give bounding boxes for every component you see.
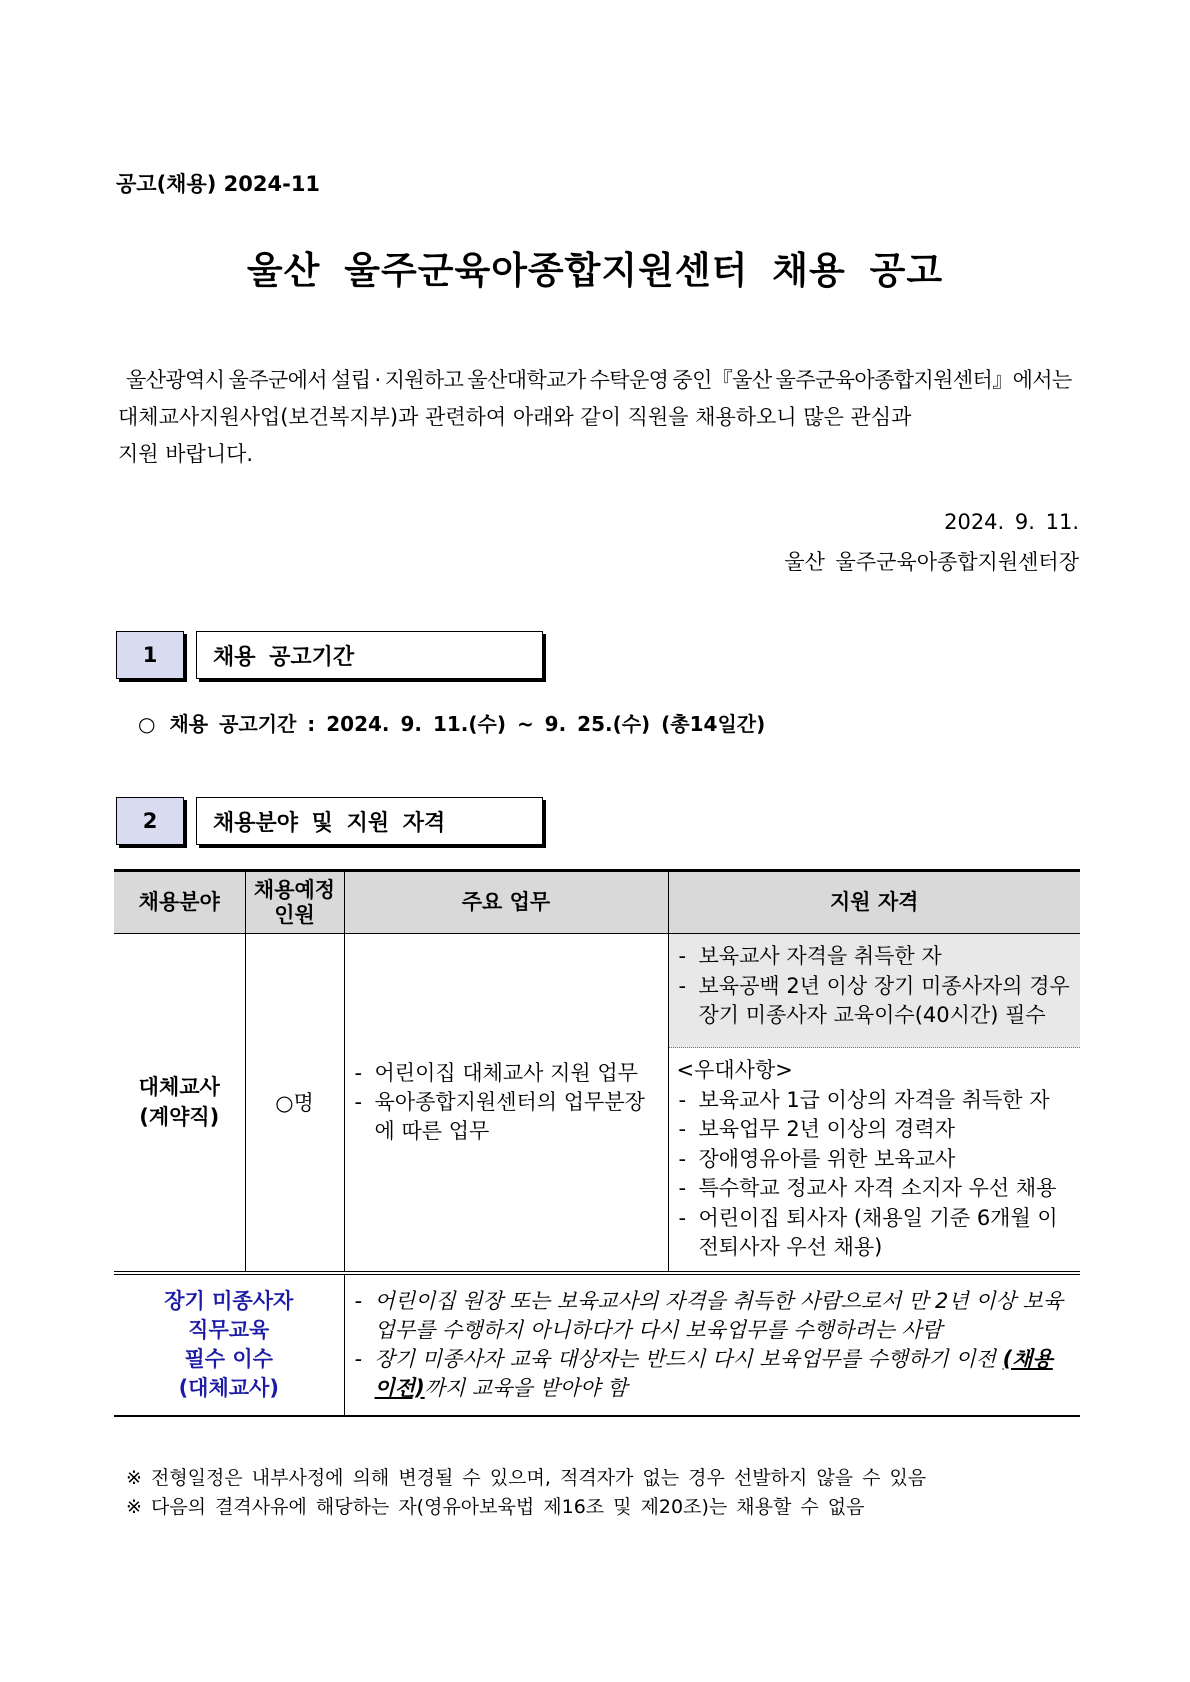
note-item2-text: 장기 미종사자 교육 대상자는 반드시 다시 보육업무를 수행하기 이전: [374, 1346, 1003, 1371]
header-field: 채용분야: [114, 871, 245, 934]
note-body: [344, 1273, 1080, 1416]
note-label-line4: (대체교사): [178, 1375, 279, 1400]
note-label: [114, 1273, 344, 1416]
field-line2: (계약직): [139, 1105, 220, 1130]
list-item: - 보육공백 2년 이상 장기 미종사자의 경우 장기 미종사자 교육이수(40시간) 필수: [677, 972, 1075, 1031]
field-line1: 대체교사: [138, 1075, 220, 1100]
list-item: - 장애영유아를 위한 보육교사: [677, 1145, 1075, 1175]
table-row: [114, 934, 1080, 1048]
intro-line-1: 울산광역시 울주군에서 설립 · 지원하고 울산대학교가 수탁운영 중인『울산 울주군육아종합지원센터』에서는: [126, 368, 1072, 392]
header-count-line1: 채용예정: [253, 877, 336, 902]
note-list: [353, 1287, 1073, 1403]
qual-required-cell: [668, 934, 1080, 1048]
list-item: - 어린이집 퇴사자 (채용일 기준 6개월 이전퇴사자 우선 채용): [677, 1204, 1075, 1263]
count-cell: ○명: [245, 934, 344, 1273]
section-1-number: 1: [116, 631, 184, 679]
duties-list: [353, 1059, 660, 1146]
duties-cell: [344, 934, 668, 1273]
pref-heading: <우대사항>: [676, 1058, 793, 1082]
header-count: [245, 871, 344, 934]
note-item2-emphasis: (채용 이전): [374, 1346, 1053, 1400]
note-label-line2: 직무교육: [188, 1317, 270, 1342]
section-2-title: 채용분야 및 지원 자격: [196, 797, 543, 845]
notice-id: 공고(채용) 2024-11: [116, 172, 321, 196]
intro-line-3: 지원 바랍니다.: [118, 442, 254, 466]
list-item: - 보육교사 1급 이상의 자격을 취득한 자: [677, 1086, 1075, 1116]
list-item: - 보육업무 2년 이상의 경력자: [677, 1115, 1075, 1145]
note-row: [114, 1273, 1080, 1416]
note-label-line3: 필수 이수: [184, 1346, 273, 1371]
period-line: [138, 708, 765, 737]
notice-date: 2024. 9. 11.: [944, 510, 1079, 534]
intro-paragraph: [118, 362, 1078, 473]
qual-preferred-list: [677, 1086, 1075, 1263]
list-item: - 어린이집 대체교사 지원 업무: [353, 1059, 660, 1088]
footnote-1: ※ 전형일정은 내부사정에 의해 변경될 수 있으며, 적격자가 없는 경우 선발하지 않을 수 있음: [126, 1467, 927, 1489]
header-qualifications: 지원 자격: [668, 871, 1080, 934]
circle-bullet-icon: ○: [138, 712, 156, 736]
list-item: - 어린이집 원장 또는 보육교사의 자격을 취득한 사람으로서 만 2년 이상 보육업무를 수행하지 아니하다가 다시 보육업무를 수행하려는 사람: [353, 1287, 1073, 1345]
header-duties: 주요 업무: [344, 871, 668, 934]
note-item2-tail: 까지 교육을 받아야 함: [424, 1375, 628, 1400]
list-item: [353, 1345, 1073, 1403]
document-title: 울산 울주군육아종합지원센터 채용 공고: [246, 249, 944, 292]
signer: 울산 울주군육아종합지원센터장: [784, 550, 1079, 574]
qual-preferred-cell: [668, 1048, 1080, 1273]
note-label-line1: 장기 미종사자: [164, 1288, 294, 1313]
list-item: - 육아종합지원센터의 업무분장에 따른 업무: [353, 1088, 660, 1146]
recruitment-table: [114, 869, 1080, 1417]
header-count-line2: 인원: [274, 902, 315, 927]
list-item: - 보육교사 자격을 취득한 자: [677, 942, 1075, 972]
section-2-number: 2: [116, 797, 184, 845]
qual-required-list: [677, 942, 1075, 1031]
period-text: 채용 공고기간 : 2024. 9. 11.(수) ~ 9. 25.(수) (총14일간): [169, 712, 766, 736]
table-header-row: [114, 871, 1080, 934]
field-cell: [114, 934, 245, 1273]
intro-line-2: 대체교사지원사업(보건복지부)과 관련하여 아래와 같이 직원을 채용하오니 많은 관심과: [118, 405, 912, 429]
footnote-2: ※ 다음의 결격사유에 해당하는 자(영유아보육법 제16조 및 제20조)는 채용할 수 없음: [126, 1496, 865, 1518]
list-item: - 특수학교 정교사 자격 소지자 우선 채용: [677, 1174, 1075, 1204]
section-1-title: 채용 공고기간: [196, 631, 543, 679]
